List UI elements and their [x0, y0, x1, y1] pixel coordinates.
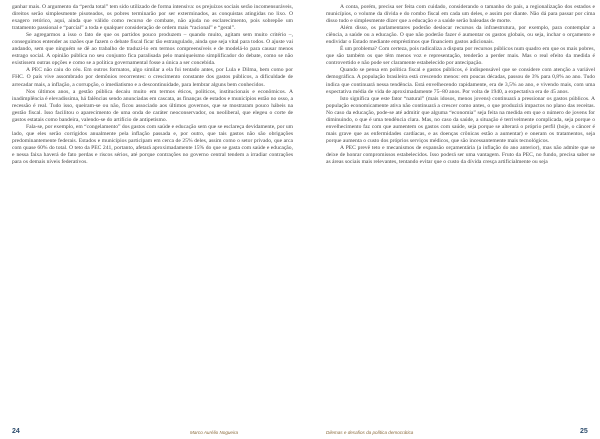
paragraph: A conta, porém, precisa ser feita com cuidado, considerando o tamanho do país, a regionalização dos estados e municípios, o volume da dívida e do rombo fiscal em cada um deles, e assim por diante. Não dá para passar por cima disso tudo e simplesmente dizer que a educação e a saúde serão baleadas de morte.: [326, 4, 595, 25]
right-text-column: [326, 4, 595, 166]
paragraph: Fala-se, por exemplo, em “congelamento” dos gastos com saúde e educação sem que se esclareça devidamente, por um lado, que eles serão corrigidos anualmente pela inflação passada e, por outro, que tais gastos não são obrigações predominantemente federais. Estados e municípios participam em cerca de 25% deles, assim como o setor privado, que arca com quase 60% do total. O teto da PEC 241, portanto, afetará aproximadamente 15% do que se gasta com saúde e educação, e nessa faixa haverá de fato perdas e riscos sérios, até porque contrações no governo central tendem a irradiar contrações para os demais níveis federativos.: [12, 123, 293, 166]
paragraph: É um problema? Com certeza, pois radicaliza a disputa por recursos públicos num quadro em que os mais pobres, que são também os que têm menos voz e representação, tenderão a perder mais. Mas o real efeito da medida é controvertido e não pode ser claramente estabelecido por antecipação.: [326, 46, 595, 67]
paragraph: Se agregarmos a isso o fato de que os partidos pouco produzem – quando muito, agitam sem muito critério –, conseguimos entender as razões que fazem o debate fiscal ficar tão estrangulado, ainda que seja vital para todos. O ajuste vai andando, sem que ninguém se dê ao trabalho de traduzi-lo em termos compreensíveis e de modelá-lo para causar menos estrago social. A opinião pública no seu conjunto fica paralisada pelo maniqueísmo simplificador do debate, como se não existissem outras opções e como se a política governamental fosse a única a ser concebida.: [12, 32, 293, 67]
paragraph: A PEC prevê teto e mecanismos de expansão orçamentária (a inflação do ano anterior), mas não admite que se deixe de honrar compromissos estabelecidos. Isso poderá ser uma vantagem. Fruto da PEC, no fundo, precisa saber se as áreas sociais mais relevantes, tentando evitar que o custo da dívida cresça artificialmente ou seja: [326, 144, 595, 166]
paragraph: A PEC não caiu do céu. Em outros formatos, algo similar a ela foi tentado antes, por Lula e Dilma, bem como por FHC. O país vive assombrado por demônios recorrentes: o crescimento constante dos gastos públicos, a dificuldade de arrecadar mais, a inflação, a corrupção, o imediatismo e a descontinuidade, para lembrar alguns bem conhecidos.: [12, 67, 293, 88]
left-text-column: [12, 4, 293, 166]
paragraph: Quando se pensa em política fiscal e gastos públicos, é indispensável que se considere com atenção a variável demográfica. A população brasileira está crescendo menos: em poucas décadas, passou de 3% para 0,8% ao ano. Tudo indica que continuará nessa tendência. Está envelhecendo rapidamente, era de 3,5% ao ano, e vivendo mais, com uma expectativa média de vida de aproximadamente 75–80 anos. Por volta de 1940, a expectativa era de 45 anos.: [326, 67, 595, 95]
paragraph: ganhar mais. O argumento da “perda total” tem sido utilizado de forma intensiva: os prejuízos sociais serão incomensuráveis, direitos serão simplesmente pisoteados, os pobres terminarão por ser exterminados, as conquistas atingidas no lixo. O exagero retórico, aqui, ainda que válido como recurso de combate, não ajuda no esclarecimento, pois sobrepõe um tratamento passional e “parcial” a toda e qualquer consideração de ordem mais “racional” e “geral”.: [12, 4, 293, 32]
paragraph: Além disso, os parlamentares poderão deslocar recursos da infraestrutura, por exemplo, para contemplar a ciência, a saúde ou a educação. O que não poderão fazer é aumentar os gastos globais, ou seja, inchar o orçamento e endividar o Estado mediante empréstimos que financiem gastos adicionais.: [326, 25, 595, 46]
right-page: [300, 0, 600, 439]
paragraph: Nos últimos anos, a gestão pública decaiu muito em termos éticos, políticos, institucionais e econômicos. A inadimplência é elevadíssima, há falências sendo anunciadas em cascata, as finanças de estados e municípios estão no osso, a recessão é real. Tudo isso, queiram-se ou não, ficou associado aos últimos governos, que se mostraram pouco hábeis na gestão fiscal. Isso facilitou o aparecimento de uma onda de caráter neoconservador, ou neoliberal, que elegeu o corte de gastos estatais como bandeira, valendo-se do artifício de antipetismo.: [12, 88, 293, 123]
page-number: 25: [580, 428, 588, 435]
running-head: Dilemas e desafios da política democrática: [326, 430, 414, 435]
paragraph: Isto significa que este fator “natural” (mais idosos, menos jovens) continuará a pressionar os gastos públicos. A população economicamente ativa não continuará a crescer como antes, o que produzirá impactos no plano das receitas. No caso da educação, pode-se até admitir que alguma “economia” seja feita na medida em que o número de jovens for diminuindo, o que é uma tendência clara. Mas, no caso da saúde, a situação é terrivelmente complicada, seja porque o envelhecimento faz com que aumentem os gastos com saúde, seja porque se alterará o próprio perfil (hoje, o câncer é mais grave que as enfermidades cardíacas, e as doenças crônicas estão a aumentar) e oneram os tratamentos, seja porque aumenta o custo dos próprios serviços médicos, que são incessantemente mais tecnológicos.: [326, 95, 595, 144]
page-number: 24: [12, 428, 20, 435]
running-head: Marco Aurélio Nogueira: [190, 430, 239, 435]
